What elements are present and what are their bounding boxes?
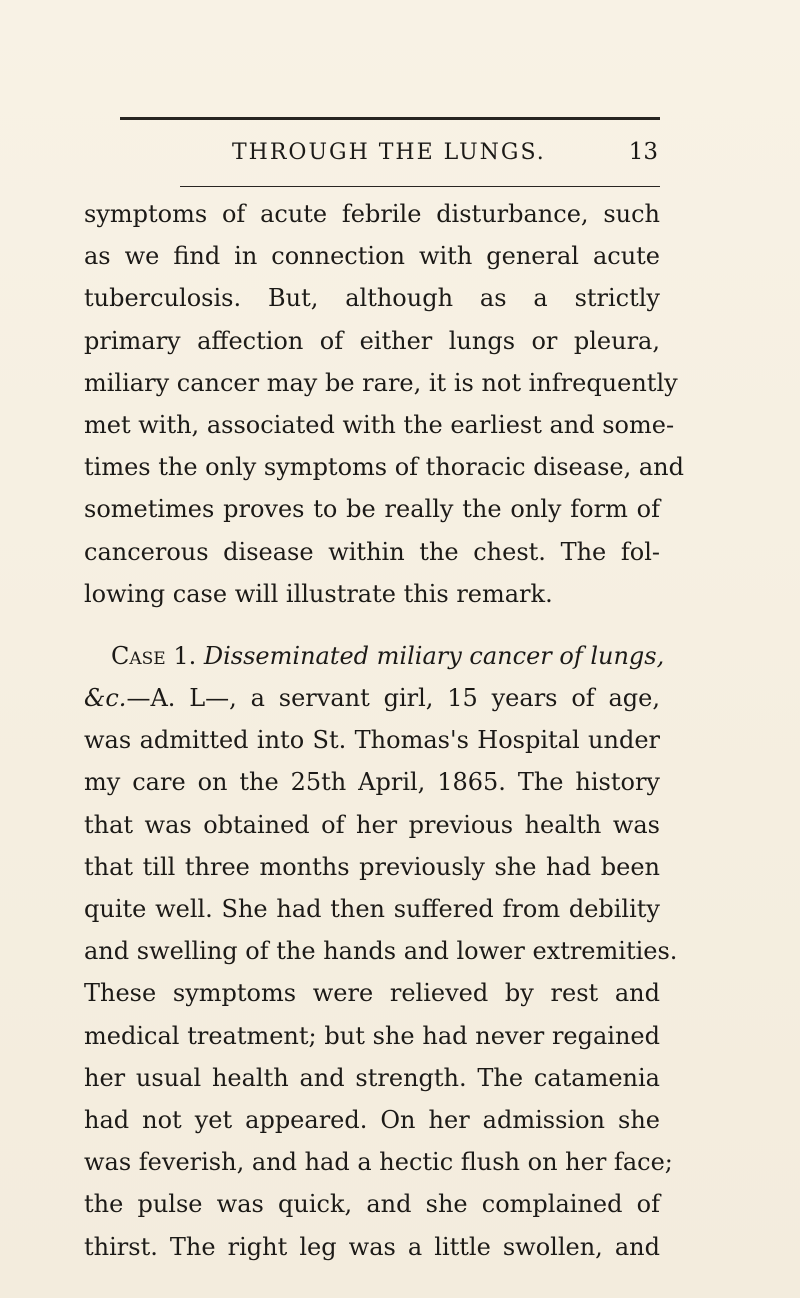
text-line [84,677,660,719]
case-heading-line [84,635,665,677]
case-label: Case 1. [111,641,197,670]
text-line: sometimes proves to be really the only form of [84,495,660,524]
text-line: was feverish, and had a hectic flush on her face; [84,1148,673,1177]
text-line: the pulse was quick, and she complained of [84,1190,660,1219]
paragraph-1 [84,193,684,615]
case-title-end: &c. [84,684,127,713]
text-line: miliary cancer may be rare, it is not infrequently [84,368,678,397]
page-header [232,140,658,174]
text-line: These symptoms were relieved by rest and [84,979,660,1008]
text-line: primary affection of either lungs or pleura, [84,326,660,355]
text-line: as we find in connection with general acute [84,242,660,271]
text-line: cancerous disease within the chest. The fol- [84,537,660,566]
paragraph-2 [84,635,678,1268]
running-head: THROUGH THE LUNGS. [232,140,546,165]
text-line: her usual health and strength. The catamenia [84,1063,660,1092]
text-line: thirst. The right leg was a little swollen, and [84,1232,660,1261]
text-line: and swelling of the hands and lower extremities. [84,937,678,966]
text-line: symptoms of acute febrile disturbance, such [84,200,660,228]
text-line: tuberculosis. But, although as a strictly [84,284,660,313]
text-line: met with, associated with the earliest and some- [84,410,675,439]
text-line: my care on the 25th April, 1865. The history [84,768,660,797]
body-text [84,193,684,1268]
text-line: had not yet appeared. On her admission she [84,1105,660,1134]
text-line: was admitted into St. Thomas's Hospital under [84,726,660,755]
text-line: quite well. She had then suffered from debility [84,895,660,923]
case-title: Disseminated miliary cancer of lungs, [203,641,665,670]
page-number: 13 [628,139,658,165]
header-rule-bottom [180,186,660,187]
text-line: that till three months previously she had been [84,852,660,881]
text-line: that was obtained of her previous health was [84,810,660,839]
text-line: medical treatment; but she had never regained [84,1021,660,1050]
text-line: lowing case will illustrate this remark. [84,579,553,608]
text-line: times the only symptoms of thoracic disease, and [84,453,684,482]
header-rule-top [120,117,660,120]
case-intro: —A. L—, a servant girl, 15 years of age, [126,684,660,713]
